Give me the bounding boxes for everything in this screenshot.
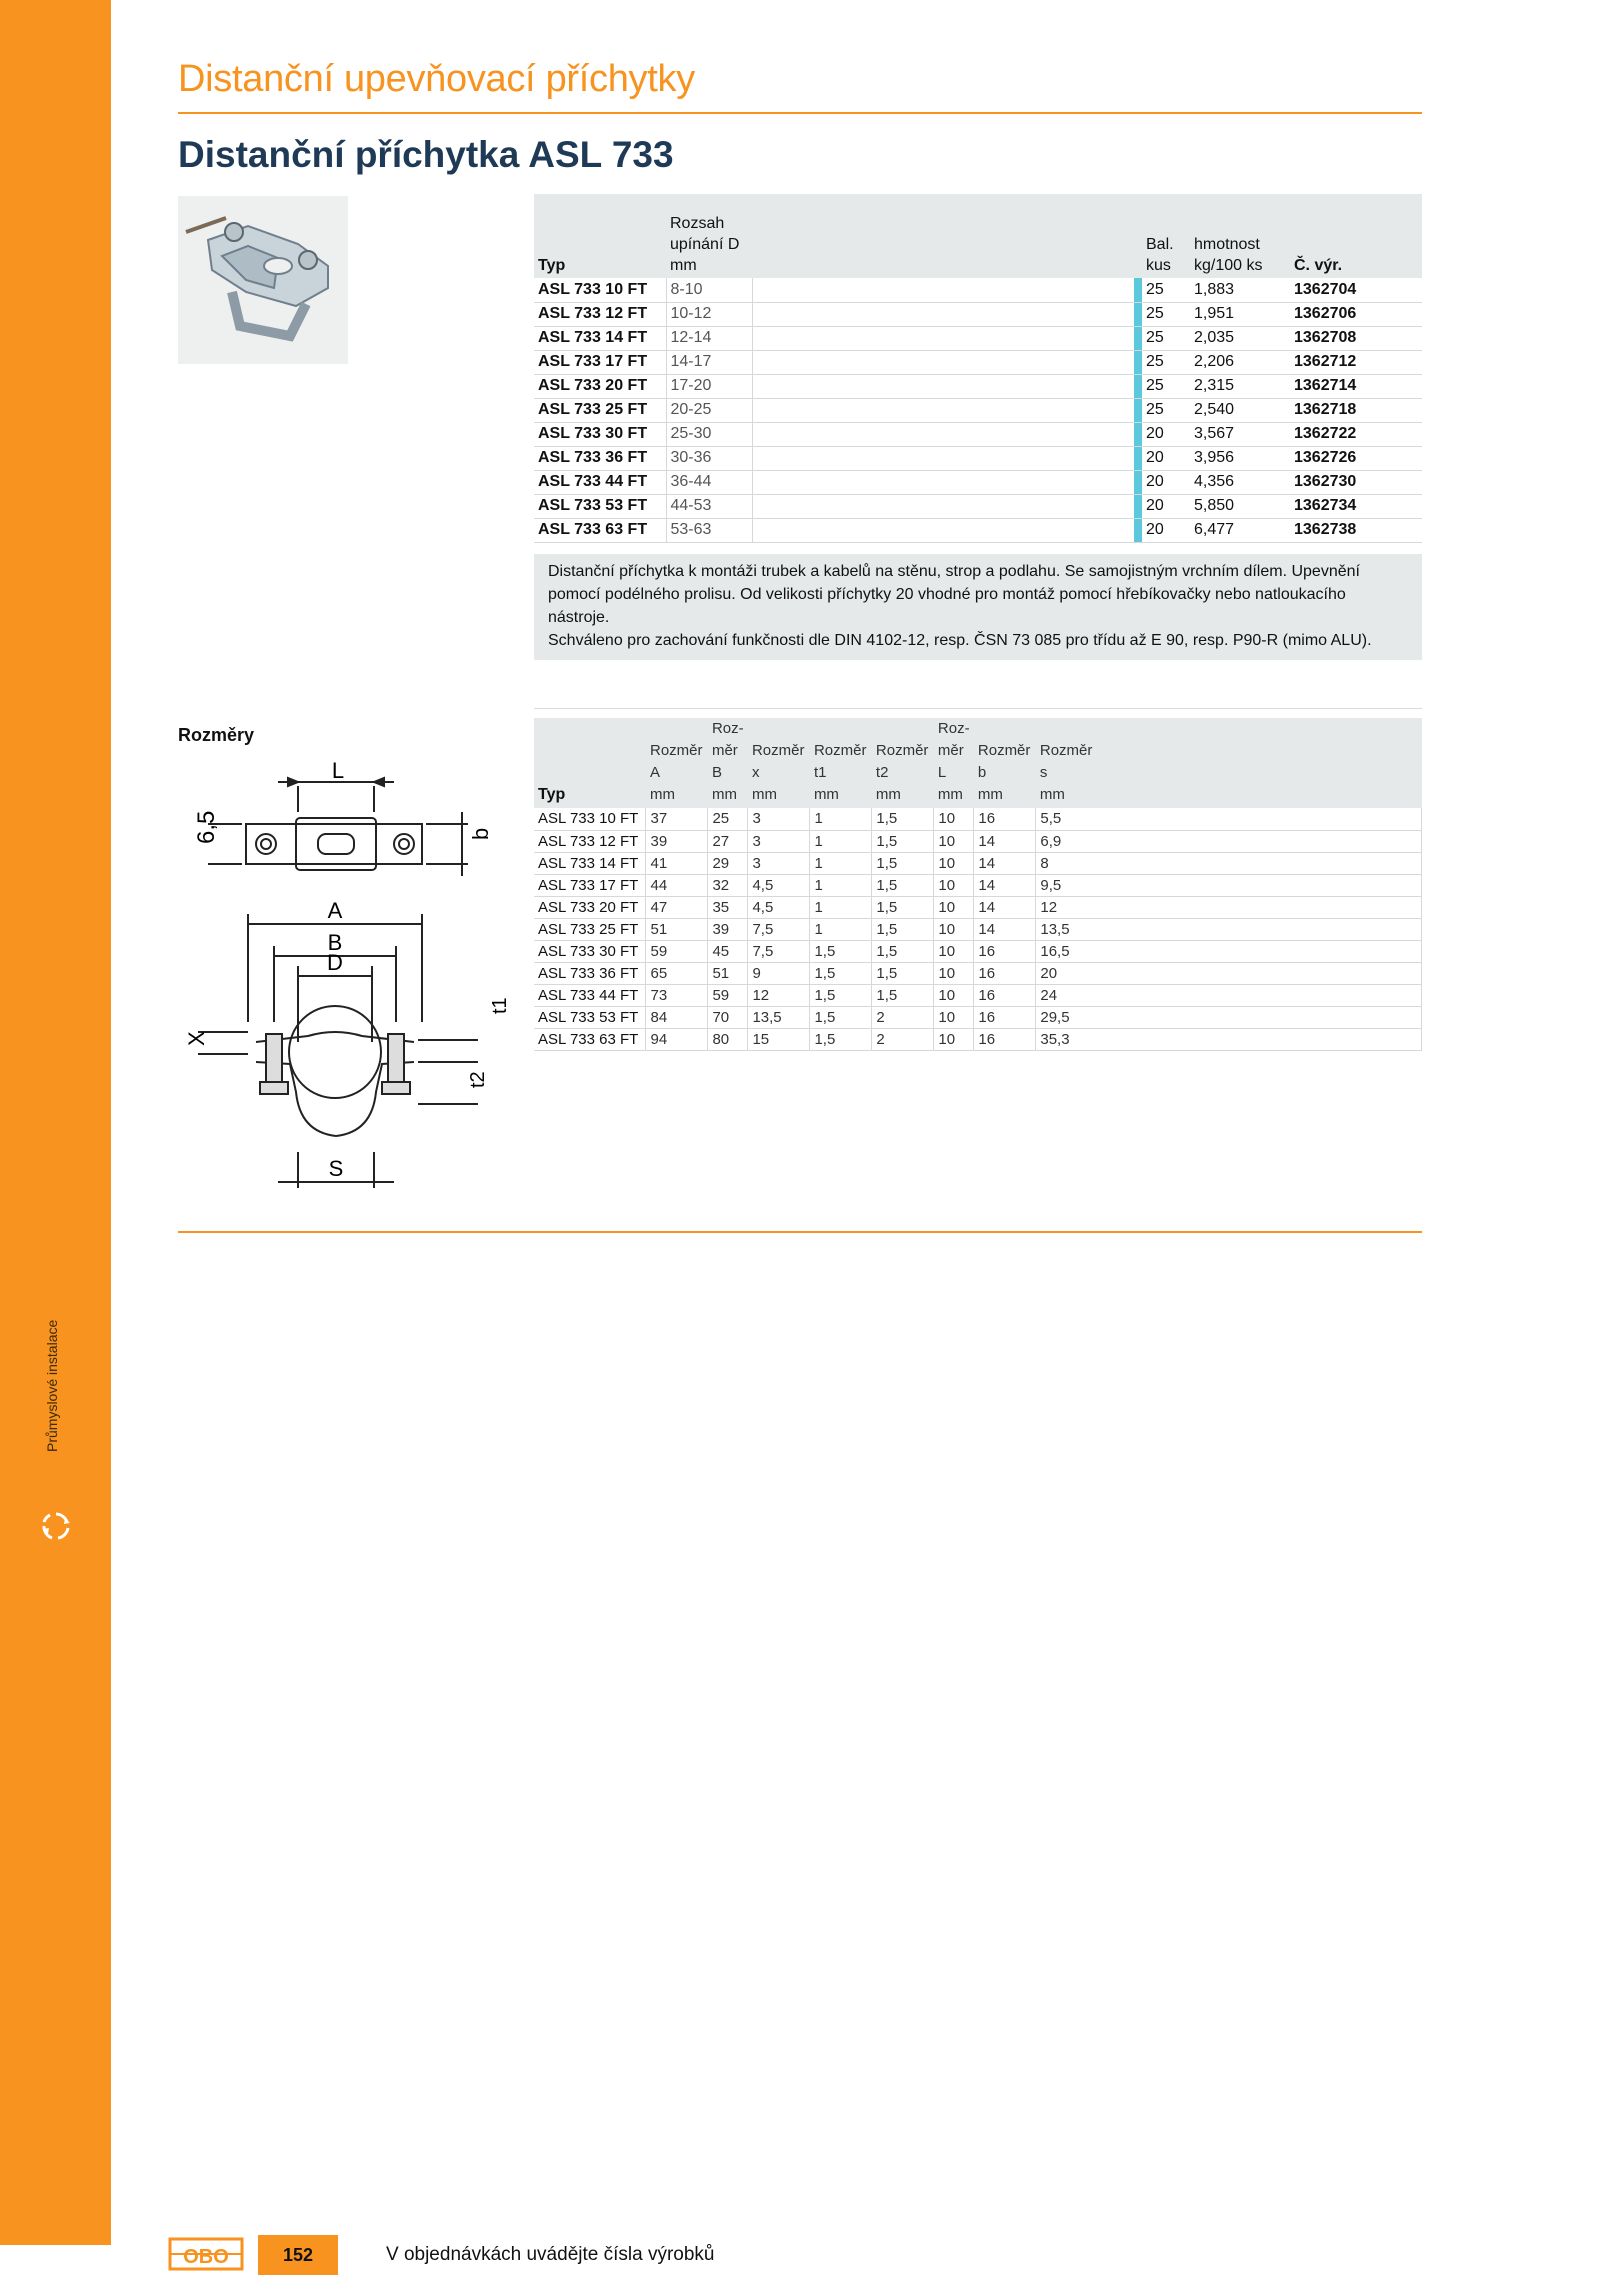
- dim-cell: 10: [934, 962, 974, 984]
- section-title: Distanční upevňovací příchytky: [178, 58, 695, 100]
- accent-bar: [1134, 494, 1142, 518]
- footer-note: V objednávkách uvádějte čísla výrobků: [386, 2244, 715, 2265]
- dim-label-L: L: [331, 758, 345, 783]
- header-line: mm: [977, 786, 1003, 803]
- dim-cell: 14: [974, 830, 1036, 852]
- sidebar-category-label: Průmyslové instalace: [44, 1319, 60, 1452]
- cell-bal: 20: [1142, 518, 1190, 542]
- dim-cell: 9,5: [1036, 874, 1422, 896]
- table-row: [534, 518, 1422, 542]
- cell-typ: ASL 733 14 FT: [534, 326, 666, 350]
- dim-cell: 1,5: [872, 962, 934, 984]
- dim-cell: ASL 733 44 FT: [534, 984, 646, 1006]
- cell-spacer: [752, 518, 1134, 542]
- header-line: x: [751, 764, 760, 781]
- cell-range: 12-14: [666, 326, 752, 350]
- dim-cell: 12: [1036, 896, 1422, 918]
- header-line: Roz-: [711, 720, 744, 737]
- cell-article: 1362726: [1290, 446, 1422, 470]
- cell-weight: 1,883: [1190, 278, 1290, 302]
- header-line: mm: [937, 786, 963, 803]
- cell-range: 30-36: [666, 446, 752, 470]
- product-title: Distanční příchytka ASL 733: [178, 134, 674, 175]
- dim-cell: 59: [646, 940, 708, 962]
- dim-cell: 10: [934, 852, 974, 874]
- table-row: [534, 470, 1422, 494]
- accent-bar: [1134, 350, 1142, 374]
- cell-bal: 20: [1142, 446, 1190, 470]
- cell-range: 36-44: [666, 470, 752, 494]
- dim-cell: 1,5: [810, 1028, 872, 1050]
- description-approval: Schváleno pro zachování funkčnosti dle DIN 4102-12, resp. ČSN 73 085 pro třídu až E 90, resp. P90-R (mimo ALU).: [548, 632, 1372, 649]
- header-line: Rozměr: [977, 742, 1031, 759]
- dim-cell: 8: [1036, 852, 1422, 874]
- cell-spacer: [752, 374, 1134, 398]
- table-row: [534, 1006, 1422, 1028]
- dim-cell: ASL 733 14 FT: [534, 852, 646, 874]
- table-row: [534, 1028, 1422, 1050]
- cell-weight: 3,567: [1190, 422, 1290, 446]
- dim-cell: 3: [748, 852, 810, 874]
- cell-weight: 2,315: [1190, 374, 1290, 398]
- dim-cell: 3: [748, 808, 810, 830]
- dimension-drawing: [178, 752, 518, 1192]
- dim-cell: 1: [810, 918, 872, 940]
- dim-cell: 29,5: [1036, 1006, 1422, 1028]
- cell-typ: ASL 733 10 FT: [534, 278, 666, 302]
- header-range-line1: Rozsah: [670, 215, 725, 232]
- dim-cell: 44: [646, 874, 708, 896]
- header-weight-line2: kg/100 ks: [1194, 257, 1263, 274]
- accent-bar: [1134, 470, 1142, 494]
- header-line: měr: [937, 742, 964, 759]
- table-row: [534, 350, 1422, 374]
- dim-cell: 13,5: [748, 1006, 810, 1028]
- cell-bal: 25: [1142, 326, 1190, 350]
- cell-bal: 25: [1142, 302, 1190, 326]
- dim-cell: 16: [974, 962, 1036, 984]
- header-B: [708, 718, 748, 808]
- recycle-arrows-icon: [40, 1510, 72, 1542]
- header-line: Rozměr: [813, 742, 867, 759]
- header-line: mm: [751, 786, 777, 803]
- cell-spacer: [752, 302, 1134, 326]
- header-line: b: [977, 764, 987, 781]
- cell-article: 1362714: [1290, 374, 1422, 398]
- dim-cell: 15: [748, 1028, 810, 1050]
- table-row: [534, 422, 1422, 446]
- table-row: [534, 962, 1422, 984]
- dim-label-t2: t2: [467, 1071, 489, 1088]
- cell-spacer: [752, 398, 1134, 422]
- dim-cell: 1: [810, 896, 872, 918]
- dim-cell: 59: [708, 984, 748, 1006]
- cell-weight: 6,477: [1190, 518, 1290, 542]
- dim-cell: 16: [974, 808, 1036, 830]
- cell-bal: 20: [1142, 422, 1190, 446]
- table-row: [534, 940, 1422, 962]
- cell-range: 10-12: [666, 302, 752, 326]
- cell-article: 1362734: [1290, 494, 1422, 518]
- dim-cell: 32: [708, 874, 748, 896]
- dim-cell: 10: [934, 896, 974, 918]
- header-b: [974, 718, 1036, 808]
- header-line: mm: [1039, 786, 1065, 803]
- bottom-divider: [178, 1231, 1422, 1233]
- cell-article: 1362704: [1290, 278, 1422, 302]
- dim-cell: 9: [748, 962, 810, 984]
- dim-cell: 16: [974, 1006, 1036, 1028]
- header-spacer: [752, 194, 1134, 278]
- table-header-row: [534, 194, 1422, 278]
- dim-cell: ASL 733 36 FT: [534, 962, 646, 984]
- dimensions-label: Rozměry: [178, 725, 255, 745]
- table-row: [534, 326, 1422, 350]
- dim-cell: 39: [646, 830, 708, 852]
- dim-cell: 27: [708, 830, 748, 852]
- header-line: Roz-: [937, 720, 970, 737]
- dim-cell: 65: [646, 962, 708, 984]
- accent-bar: [1134, 278, 1142, 302]
- cell-range: 53-63: [666, 518, 752, 542]
- dim-cell: 10: [934, 830, 974, 852]
- accent-bar: [1134, 374, 1142, 398]
- sidebar: [0, 0, 111, 2245]
- dim-cell: 10: [934, 918, 974, 940]
- cell-article: 1362718: [1290, 398, 1422, 422]
- dim-cell: 1,5: [872, 808, 934, 830]
- dim-cell: 10: [934, 984, 974, 1006]
- dim-cell: 12: [748, 984, 810, 1006]
- header-article: Č. výr.: [1290, 194, 1422, 278]
- cell-weight: 1,951: [1190, 302, 1290, 326]
- cell-range: 8-10: [666, 278, 752, 302]
- table-row: [534, 852, 1422, 874]
- header-bal-line2: kus: [1146, 257, 1171, 274]
- dim-cell: 41: [646, 852, 708, 874]
- dim-label-6-5: 6,5: [193, 810, 220, 844]
- product-description: [534, 554, 1422, 660]
- cell-typ: ASL 733 53 FT: [534, 494, 666, 518]
- cell-typ: ASL 733 12 FT: [534, 302, 666, 326]
- cell-typ: ASL 733 17 FT: [534, 350, 666, 374]
- obo-logo: [168, 2237, 244, 2271]
- dim-cell: 1,5: [872, 874, 934, 896]
- dim-cell: 47: [646, 896, 708, 918]
- cell-spacer: [752, 470, 1134, 494]
- dim-cell: 7,5: [748, 940, 810, 962]
- header-t1: [810, 718, 872, 808]
- dim-cell: 35,3: [1036, 1028, 1422, 1050]
- dim-cell: 1,5: [872, 830, 934, 852]
- table-row: [534, 896, 1422, 918]
- header-line: B: [711, 764, 722, 781]
- table-row: [534, 494, 1422, 518]
- cell-spacer: [752, 422, 1134, 446]
- cell-article: 1362722: [1290, 422, 1422, 446]
- cell-article: 1362706: [1290, 302, 1422, 326]
- dim-label-D: D: [327, 950, 343, 975]
- dim-cell: 7,5: [748, 918, 810, 940]
- accent-bar: [1134, 302, 1142, 326]
- dim-cell: 2: [872, 1006, 934, 1028]
- cell-range: 14-17: [666, 350, 752, 374]
- header-t2: [872, 718, 934, 808]
- dim-cell: 70: [708, 1006, 748, 1028]
- dim-cell: ASL 733 30 FT: [534, 940, 646, 962]
- section-divider: [534, 708, 1422, 709]
- cell-typ: ASL 733 63 FT: [534, 518, 666, 542]
- dim-cell: 5,5: [1036, 808, 1422, 830]
- dim-cell: 1: [810, 830, 872, 852]
- header-accent-spacer: [1134, 194, 1142, 278]
- dim-label-A: A: [327, 898, 343, 923]
- dim-cell: 45: [708, 940, 748, 962]
- header-line: A: [649, 764, 660, 781]
- cell-weight: 2,206: [1190, 350, 1290, 374]
- header-line: Rozměr: [649, 742, 703, 759]
- description-paragraph: Distanční příchytka k montáži trubek a kabelů na stěnu, strop a podlahu. Se samojistným vrchním dílem. Upevnění pomocí podélného prolisu. Od velikosti příchytky 20 vhodné pro montáž pomocí hřebíkovačky nebo natloukacího nástroje.: [548, 563, 1360, 626]
- cell-bal: 25: [1142, 398, 1190, 422]
- cell-typ: ASL 733 25 FT: [534, 398, 666, 422]
- cell-typ: ASL 733 36 FT: [534, 446, 666, 470]
- table-row: [534, 278, 1422, 302]
- dim-cell: 94: [646, 1028, 708, 1050]
- dim-cell: 1,5: [872, 984, 934, 1006]
- dim-cell: 6,9: [1036, 830, 1422, 852]
- dim-cell: 14: [974, 874, 1036, 896]
- header-bal: [1142, 194, 1190, 278]
- cell-typ: ASL 733 20 FT: [534, 374, 666, 398]
- table-row: [534, 446, 1422, 470]
- header-A: [646, 718, 708, 808]
- header-line: mm: [649, 786, 675, 803]
- header-range: [666, 194, 752, 278]
- dim-cell: 10: [934, 940, 974, 962]
- header-line: Rozměr: [1039, 742, 1093, 759]
- dim-cell: ASL 733 20 FT: [534, 896, 646, 918]
- cell-spacer: [752, 446, 1134, 470]
- header-line: Rozměr: [875, 742, 929, 759]
- cell-weight: 5,850: [1190, 494, 1290, 518]
- accent-bar: [1134, 518, 1142, 542]
- dim-cell: 39: [708, 918, 748, 940]
- dim-label-b: b: [468, 827, 493, 840]
- header-line: mm: [813, 786, 839, 803]
- header-weight: [1190, 194, 1290, 278]
- header-bal-line1: Bal.: [1146, 236, 1174, 253]
- header-range-line2: upínání D: [670, 236, 740, 253]
- dim-cell: 10: [934, 808, 974, 830]
- dim-cell: ASL 733 63 FT: [534, 1028, 646, 1050]
- dim-label-S: S: [328, 1156, 344, 1181]
- dim-cell: 1: [810, 808, 872, 830]
- header-line: mm: [711, 786, 737, 803]
- dim-cell: 16: [974, 984, 1036, 1006]
- dim-cell: 24: [1036, 984, 1422, 1006]
- accent-bar: [1134, 446, 1142, 470]
- dim-cell: 2: [872, 1028, 934, 1050]
- header-L: [934, 718, 974, 808]
- accent-bar: [1134, 398, 1142, 422]
- cell-bal: 25: [1142, 278, 1190, 302]
- cell-spacer: [752, 326, 1134, 350]
- dim-cell: 14: [974, 852, 1036, 874]
- dim-cell: 13,5: [1036, 918, 1422, 940]
- product-table: [534, 194, 1422, 543]
- table-row: [534, 874, 1422, 896]
- accent-bar: [1134, 326, 1142, 350]
- dim-cell: 4,5: [748, 874, 810, 896]
- dim-cell: ASL 733 17 FT: [534, 874, 646, 896]
- cell-typ: ASL 733 44 FT: [534, 470, 666, 494]
- dim-cell: 16,5: [1036, 940, 1422, 962]
- dim-cell: ASL 733 25 FT: [534, 918, 646, 940]
- header-weight-line1: hmotnost: [1194, 236, 1260, 253]
- dim-cell: 84: [646, 1006, 708, 1028]
- header-divider: [178, 112, 1422, 114]
- table-row: [534, 374, 1422, 398]
- dim-cell: ASL 733 53 FT: [534, 1006, 646, 1028]
- dim-cell: 16: [974, 1028, 1036, 1050]
- header-line: t2: [875, 764, 889, 781]
- dim-cell: 1,5: [810, 940, 872, 962]
- brand-text: OBO: [183, 2246, 229, 2268]
- dim-cell: 80: [708, 1028, 748, 1050]
- dim-cell: 1,5: [810, 1006, 872, 1028]
- header-line: L: [937, 764, 947, 781]
- header-line: s: [1039, 764, 1048, 781]
- dim-cell: 20: [1036, 962, 1422, 984]
- dim-label-t1: t1: [489, 997, 511, 1014]
- header-x: [748, 718, 810, 808]
- cell-weight: 2,540: [1190, 398, 1290, 422]
- dim-label-X: X: [184, 1031, 209, 1046]
- dim-cell: 14: [974, 896, 1036, 918]
- dimensions-table: [534, 718, 1422, 1051]
- dim-cell: 10: [934, 874, 974, 896]
- header-line: měr: [711, 742, 738, 759]
- table-row: [534, 830, 1422, 852]
- cell-article: 1362712: [1290, 350, 1422, 374]
- cell-article: 1362730: [1290, 470, 1422, 494]
- dim-cell: 10: [934, 1006, 974, 1028]
- dim-cell: 1,5: [872, 940, 934, 962]
- dim-cell: 4,5: [748, 896, 810, 918]
- dim-cell: 1,5: [810, 984, 872, 1006]
- cell-weight: 3,956: [1190, 446, 1290, 470]
- header-typ: Typ: [534, 194, 666, 278]
- dim-cell: 73: [646, 984, 708, 1006]
- cell-range: 17-20: [666, 374, 752, 398]
- cell-weight: 2,035: [1190, 326, 1290, 350]
- page-number: 152: [258, 2235, 338, 2275]
- cell-bal: 20: [1142, 470, 1190, 494]
- dim-cell: 51: [708, 962, 748, 984]
- dim-cell: 1,5: [810, 962, 872, 984]
- dim-cell: 51: [646, 918, 708, 940]
- cell-article: 1362708: [1290, 326, 1422, 350]
- accent-bar: [1134, 422, 1142, 446]
- dim-cell: 1,5: [872, 918, 934, 940]
- dim-cell: 1,5: [872, 852, 934, 874]
- cell-weight: 4,356: [1190, 470, 1290, 494]
- cell-spacer: [752, 494, 1134, 518]
- table-row: [534, 398, 1422, 422]
- dim-cell: 3: [748, 830, 810, 852]
- cell-bal: 25: [1142, 350, 1190, 374]
- dim-cell: 37: [646, 808, 708, 830]
- cell-spacer: [752, 350, 1134, 374]
- table-row: [534, 984, 1422, 1006]
- dim-label-B: B: [327, 930, 343, 955]
- table-row: [534, 918, 1422, 940]
- header-s: [1036, 718, 1422, 808]
- cell-spacer: [752, 278, 1134, 302]
- dim-cell: 1: [810, 852, 872, 874]
- cell-bal: 25: [1142, 374, 1190, 398]
- clamp-photo-icon: [178, 196, 348, 364]
- product-photo: [178, 196, 348, 364]
- dim-cell: 35: [708, 896, 748, 918]
- cell-article: 1362738: [1290, 518, 1422, 542]
- dim-cell: 1: [810, 874, 872, 896]
- header-range-unit: mm: [670, 257, 697, 274]
- dim-cell: 1,5: [872, 896, 934, 918]
- dim-cell: 10: [934, 1028, 974, 1050]
- header-line: Rozměr: [751, 742, 805, 759]
- dim-cell: ASL 733 10 FT: [534, 808, 646, 830]
- dim-cell: ASL 733 12 FT: [534, 830, 646, 852]
- dim-cell: 14: [974, 918, 1036, 940]
- dim-cell: 16: [974, 940, 1036, 962]
- cell-range: 20-25: [666, 398, 752, 422]
- cell-range: 25-30: [666, 422, 752, 446]
- table-header-row: [534, 718, 1422, 808]
- dim-cell: 29: [708, 852, 748, 874]
- table-row: [534, 302, 1422, 326]
- header-line: mm: [875, 786, 901, 803]
- header-typ: Typ: [534, 718, 646, 808]
- cell-range: 44-53: [666, 494, 752, 518]
- cell-typ: ASL 733 30 FT: [534, 422, 666, 446]
- table-row: [534, 808, 1422, 830]
- header-line: t1: [813, 764, 827, 781]
- dim-cell: 25: [708, 808, 748, 830]
- cell-bal: 20: [1142, 494, 1190, 518]
